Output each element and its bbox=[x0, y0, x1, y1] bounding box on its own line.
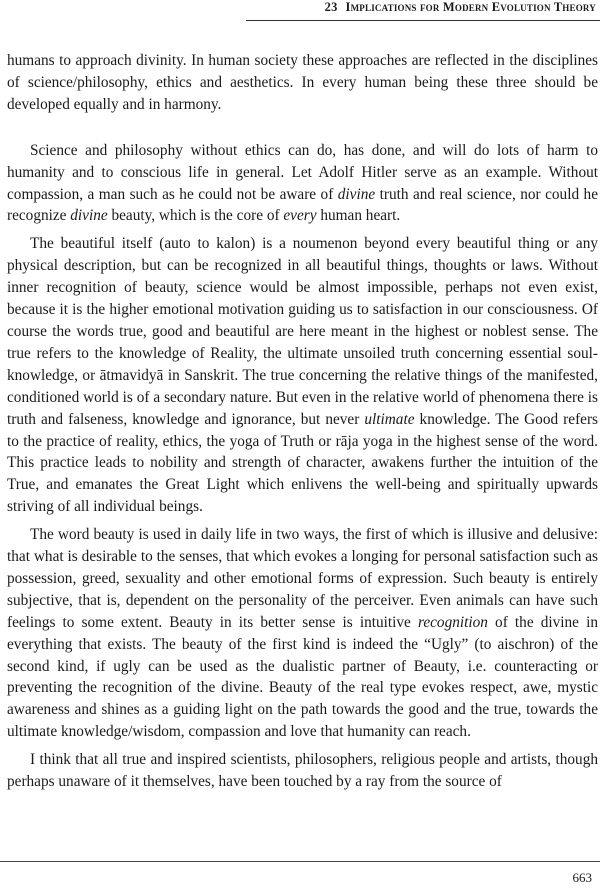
paragraph-4 bbox=[7, 524, 598, 743]
paragraph-3-text-a: The beautiful itself (auto to kalon) is a noumenon beyond every beautiful thing or any physical description, but can be recognized in all beautiful things, thoughts or laws. Without inner recognition of beauty, science would be almost impossible, perhaps not even exist, because it is the higher emotional motivation guiding us to satisfaction in our consciousness. Of course the words true, good and beautiful are here meant in the highest or noblest sense. The true refers to the knowledge of Reality, the ultimate unsoiled truth concerning essential soul-knowledge, or ātmavidyā in Sanskrit. The true concerning the relative things of the manifested, conditioned world is of a secondary nature. But even in the relative world of phenomena there is truth and falseness, knowledge and ignorance, but never bbox=[7, 235, 598, 428]
paragraph-2-emphasis-divine-2: divine bbox=[70, 207, 108, 225]
paragraph-5-text: I think that all true and inspired scientists, philosophers, religious people and artists, though perhaps unaware of it themselves, have been touched by a ray from the source of bbox=[7, 751, 598, 791]
paragraph-5 bbox=[7, 749, 598, 793]
paragraph-3 bbox=[7, 233, 598, 518]
paragraph-3-text-c: knowledge. The Good refers to the practice of reality, ethics, the yoga of Truth or rāja yoga in the highest sense of the word. This practice leads to nobility and strength of character, awakens further the intuition of the True, and emanates the Great Light which enlivens the well-being and spiritually upwards striving of all individual beings. bbox=[7, 410, 598, 516]
running-header bbox=[0, 0, 596, 22]
running-title: Implications for Modern Evolution Theory bbox=[345, 0, 596, 14]
paragraph-2-text-a: Science and philosophy without ethics can do, has done, and will do lots of harm to humanity and to conscious life in general. Let Adolf Hitler serve as an example. Without compassion, a man such as he could not be aware of bbox=[7, 141, 598, 203]
header-rule bbox=[246, 20, 600, 21]
paragraph-1 bbox=[7, 50, 598, 116]
paragraph-1-text: humans to approach divinity. In human society these approaches are reflected in the disciplines of science/philosophy, ethics and aesthetics. In every human being these three should be developed equally and in harmony. bbox=[7, 52, 598, 113]
paragraph-3-emphasis-ultimate: ultimate bbox=[364, 410, 415, 428]
footer-rule bbox=[0, 861, 600, 862]
paragraph-2-text-e: beauty, which is the core of bbox=[107, 207, 284, 225]
paragraph-4-text-a: The word beauty is used in daily life in two ways, the first of which is illusive and delusive: that what is desirable to the senses, that which evokes a longing for personal satisfaction such as possession, greed, sexuality and other emotional forms of expression. Such beauty is entirely subjective, that is, dependent on the personality of the perceiver. Even animals can have such feelings to some extent. Beauty in its better sense is intuitive bbox=[7, 526, 598, 631]
paragraph-2-emphasis-every: every bbox=[283, 207, 317, 225]
paragraph-2-text-c: truth and real science, nor could he recognize bbox=[7, 185, 598, 225]
paragraph-2 bbox=[7, 140, 598, 228]
page-folio: 663 bbox=[572, 870, 592, 885]
paragraph-4-text-c: of the divine in everything that exists. The beauty of the first kind is indeed the “Ugly” (to aischron) of the second kind, if ugly can be used as the dualistic partner of Beauty, i.e. counteracting or preventing the recognition of the divine. Beauty of the real type evokes respect, awe, mystic awareness and shines as a guiding light on the path towards the good and the true, towards the ultimate knowledge/wisdom, compassion and love that humanity can reach. bbox=[7, 613, 598, 741]
paragraph-2-emphasis-divine-1: divine bbox=[337, 185, 376, 203]
paragraph-4-emphasis-recognition: recognition bbox=[417, 613, 488, 631]
chapter-number: 23 bbox=[324, 0, 338, 14]
paragraph-2-text-g: human heart. bbox=[316, 207, 401, 225]
body-text bbox=[7, 50, 598, 793]
